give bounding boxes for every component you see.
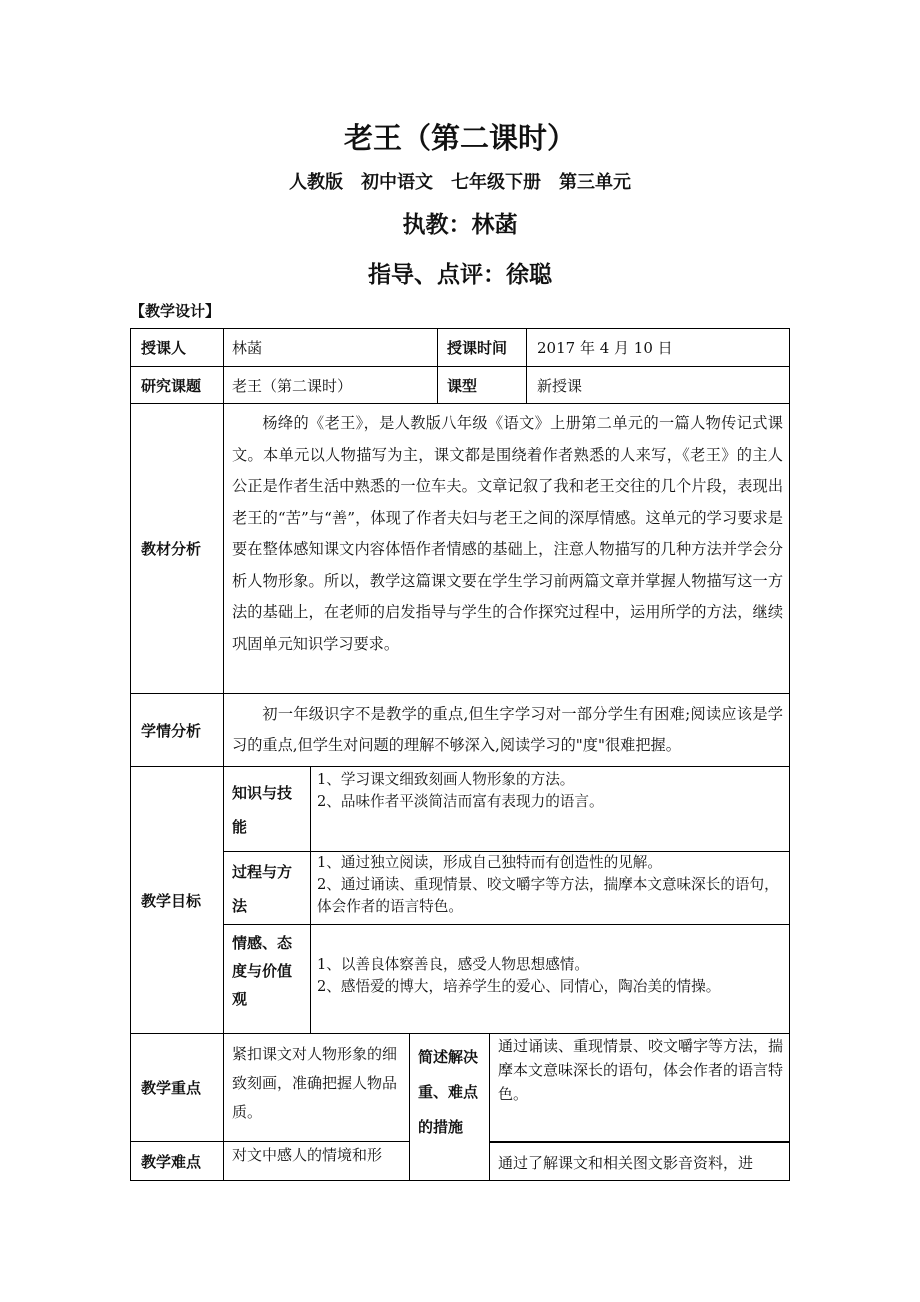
knowledge-label: 知识与技能	[223, 766, 311, 852]
teacher-label: 授课人	[130, 328, 224, 367]
reviewer-line: 指导、点评：徐聪	[368, 262, 552, 288]
knowledge-item: 2、品味作者平淡简洁而富有表现力的语言。	[317, 793, 604, 810]
time-value: 2017 年 4 月 10 日	[526, 328, 790, 367]
difficulty-label: 教学难点	[130, 1141, 224, 1181]
goals-label: 教学目标	[130, 766, 224, 1034]
key-text: 紧扣课文对人物形象的细致刻画，准确把握人物品质。	[223, 1033, 410, 1142]
measures-label: 简述解决重、难点的措施	[409, 1033, 490, 1181]
students-label: 学情分析	[130, 693, 224, 767]
type-value: 新授课	[526, 366, 790, 404]
topic-label: 研究课题	[130, 366, 224, 404]
emotion-label: 情感、态度与价值观	[223, 924, 311, 1034]
process-item: 2、通过诵读、重现情景、咬文嚼字等方法，揣摩本文意味深长的语句，体会作者的语言特色。	[317, 876, 779, 915]
emotion-item: 2、感悟爱的博大，培养学生的爱心、同情心，陶冶美的情操。	[317, 978, 721, 995]
key-label: 教学重点	[130, 1033, 224, 1142]
time-label: 授课时间	[437, 328, 527, 367]
difficulty-measures-text: 通过了解课文和相关图文影音资料，进	[489, 1141, 790, 1181]
teacher-line: 执教：林菡	[402, 212, 518, 238]
topic-value: 老王（第二课时）	[223, 366, 438, 404]
knowledge-item: 1、学习课文细致刻画人物形象的方法。	[317, 771, 575, 788]
material-text: 杨绛的《老王》，是人教版八年级《语文》上册第二单元的一篇人物传记式课文。本单元以人物描写为主，课文都是围绕着作者熟悉的人来写，《老王》的主人公正是作者生活中熟悉的一位车夫。文章记叙了我和老王交往的几个片段，表现出老王的“苦”与“善”，体现了作者夫妇与老王之间的深厚情感。这单元的学习要求是要在整体感知课文内容体悟作者情感的基础上，注意人物描写的几种方法并学会分析人物形象。所以，教学这篇课文要在学生学习前两篇文章并掌握人物描写这一方法的基础上，在老师的启发指导与学生的合作探究过程中，运用所学的方法，继续巩固单元知识学习要求。	[223, 403, 790, 694]
material-label: 教材分析	[130, 403, 224, 694]
type-label: 课型	[437, 366, 527, 404]
document-title: 老王（第二课时）	[343, 121, 576, 155]
teacher-value: 林菡	[223, 328, 438, 367]
course-subtitle: 人教版 初中语文 七年级下册 第三单元	[289, 172, 631, 193]
section-heading: 【教学设计】	[130, 302, 221, 320]
students-text: 初一年级识字不是教学的重点,但生字学习对一部分学生有困难;阅读应该是学习的重点,但学生对问题的理解不够深入,阅读学习的"度"很难把握。	[223, 693, 790, 767]
emotion-items	[310, 924, 790, 1034]
measures-text: 通过诵读、重现情景、咬文嚼字等方法，揣摩本文意味深长的语句，体会作者的语言特色。	[489, 1033, 790, 1143]
process-label: 过程与方法	[223, 851, 311, 925]
process-item: 1、通过独立阅读，形成自己独特而有创造性的见解。	[317, 854, 662, 871]
process-items	[310, 851, 790, 925]
difficulty-text: 对文中感人的情境和形	[223, 1141, 410, 1181]
emotion-item: 1、以善良体察善良，感受人物思想感情。	[317, 956, 589, 973]
knowledge-items	[310, 766, 790, 852]
